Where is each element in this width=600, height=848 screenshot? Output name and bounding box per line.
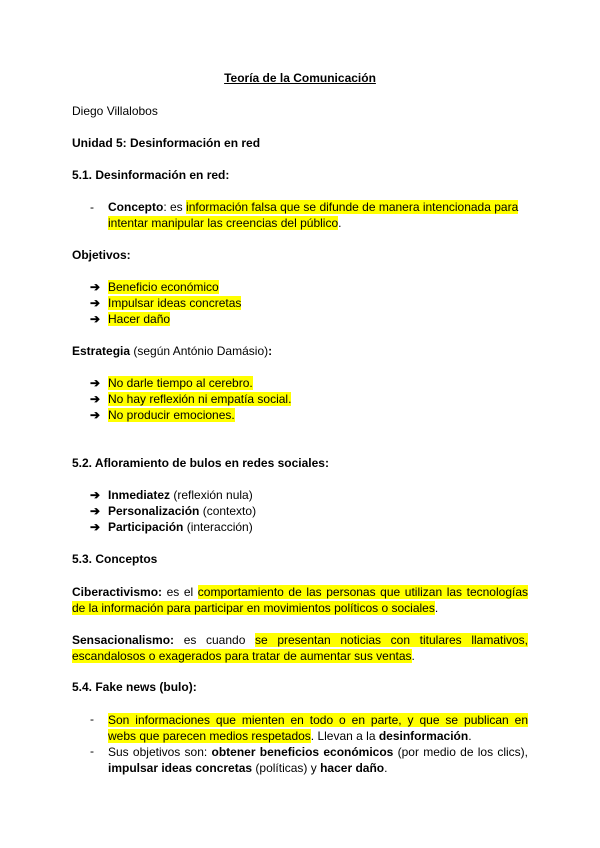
arrow-icon: ➔ bbox=[90, 312, 101, 326]
ciberactivismo-line-2: de la información para participar en movimientos políticos o sociales. bbox=[72, 601, 439, 615]
hoax-factor-item: Personalización (contexto) bbox=[108, 504, 257, 518]
arrow-icon: ➔ bbox=[90, 488, 101, 502]
strategy-item: No hay reflexión ni empatía social. bbox=[108, 392, 292, 406]
section-5-1-heading: 5.1. Desinformación en red: bbox=[72, 168, 230, 182]
objective-item: Beneficio económico bbox=[108, 280, 219, 294]
sensacionalismo-paragraph bbox=[72, 632, 528, 664]
arrow-icon: ➔ bbox=[90, 280, 101, 294]
concept-highlight-1: información falsa que se difunde de manera intencionada para bbox=[186, 200, 519, 214]
bullet-dash: - bbox=[90, 712, 94, 726]
fake-news-bullet-2: Sus objetivos son: obtener beneficios económicos (por medio de los clics), impulsar ideas concretas (políticas) y hacer daño. bbox=[108, 745, 529, 775]
concept-highlight-2: intentar manipular las creencias del público bbox=[108, 216, 339, 230]
section-5-4-heading: 5.4. Fake news (bulo): bbox=[72, 680, 197, 694]
hoax-factor-item: Inmediatez (reflexión nula) bbox=[108, 488, 253, 502]
concept-line-1: Concepto: es información falsa que se difunde de manera intencionada para bbox=[108, 200, 519, 214]
arrow-icon: ➔ bbox=[90, 504, 101, 518]
arrow-icon: ➔ bbox=[90, 408, 101, 422]
bullet-dash: - bbox=[90, 200, 94, 214]
strategy-heading: Estrategia (según António Damásio): bbox=[72, 344, 273, 358]
arrow-icon: ➔ bbox=[90, 392, 101, 406]
sensacionalismo-line-2: escandalosos o exagerados para tratar de aumentar sus ventas. bbox=[72, 649, 415, 663]
concept-line-2: intentar manipular las creencias del público. bbox=[108, 216, 342, 230]
section-5-2-heading: 5.2. Afloramiento de bulos en redes sociales: bbox=[72, 456, 329, 470]
objectives-heading: Objetivos: bbox=[72, 248, 131, 262]
unit-heading: Unidad 5: Desinformación en red bbox=[72, 136, 261, 150]
sensacionalismo-line-1: Sensacionalismo: es cuando se presentan noticias con titulares llamativos, bbox=[72, 633, 529, 647]
ciberactivismo-paragraph bbox=[72, 584, 528, 616]
arrow-icon: ➔ bbox=[90, 376, 101, 390]
strategy-item: No producir emociones. bbox=[108, 408, 235, 422]
fake-news-bullet-1: Son informaciones que mienten en todo o en parte, y que se publican en webs que parecen medios respetados. Llevan a la desinformación. bbox=[108, 713, 528, 743]
arrow-icon: ➔ bbox=[90, 296, 101, 310]
bullet-dash: - bbox=[90, 744, 94, 758]
author-name: Diego Villalobos bbox=[72, 104, 158, 118]
document-title: Teoría de la Comunicación bbox=[224, 71, 376, 85]
hoax-factor-item: Participación (interacción) bbox=[108, 520, 253, 534]
arrow-icon: ➔ bbox=[90, 520, 101, 534]
strategy-item: No darle tiempo al cerebro. bbox=[108, 376, 253, 390]
objective-item: Hacer daño bbox=[108, 312, 171, 326]
concept-label: Concepto bbox=[108, 200, 164, 214]
objective-item: Impulsar ideas concretas bbox=[108, 296, 242, 310]
ciberactivismo-line-1: Ciberactivismo: es el comportamiento de las personas que utilizan las tecnologías bbox=[72, 585, 528, 599]
section-5-3-heading: 5.3. Conceptos bbox=[72, 552, 158, 566]
